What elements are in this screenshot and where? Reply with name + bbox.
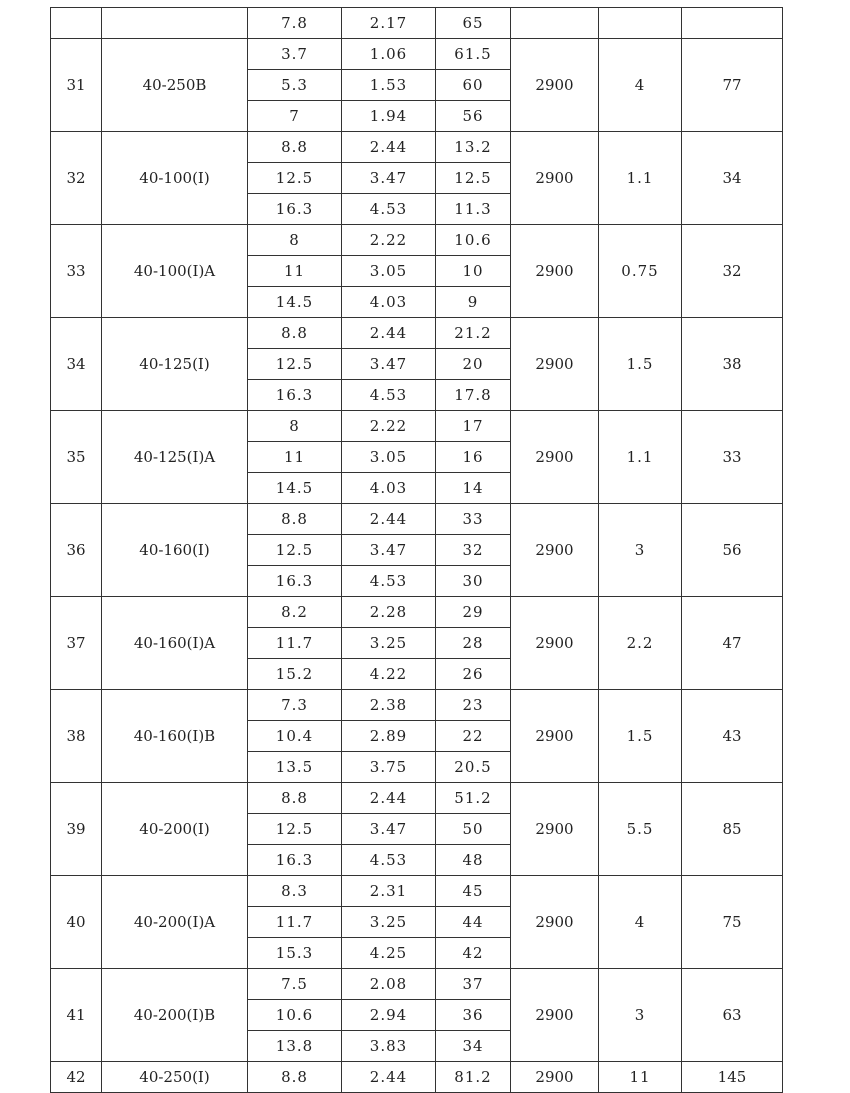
cell-head: 17.8 <box>436 380 511 411</box>
cell-flow-m3h: 8.8 <box>248 318 342 349</box>
cell-no: 32 <box>51 132 102 225</box>
cell-flow-ls: 3.05 <box>342 256 436 287</box>
cell-flow-m3h: 16.3 <box>248 194 342 225</box>
cell-head: 51.2 <box>436 783 511 814</box>
cell-model: 40-100(I) <box>102 132 248 225</box>
cell-head: 60 <box>436 70 511 101</box>
cell-power: 1.1 <box>599 132 682 225</box>
cell-flow-ls: 2.28 <box>342 597 436 628</box>
cell-flow-m3h: 16.3 <box>248 380 342 411</box>
cell-flow-ls: 3.25 <box>342 628 436 659</box>
cell-no: 39 <box>51 783 102 876</box>
cell-head: 10 <box>436 256 511 287</box>
table-row <box>51 876 783 907</box>
cell-weight: 38 <box>682 318 783 411</box>
cell-flow-m3h: 10.4 <box>248 721 342 752</box>
cell-flow-m3h: 16.3 <box>248 566 342 597</box>
table-row-partial <box>51 8 783 39</box>
cell-head: 21.2 <box>436 318 511 349</box>
cell-head: 10.6 <box>436 225 511 256</box>
cell-power: 2.2 <box>599 597 682 690</box>
cell-no: 33 <box>51 225 102 318</box>
cell-flow-ls: 3.83 <box>342 1031 436 1062</box>
cell-flow-ls: 3.47 <box>342 163 436 194</box>
cell-head: 45 <box>436 876 511 907</box>
table-row <box>51 225 783 256</box>
cell-flow-m3h: 8.8 <box>248 783 342 814</box>
cell-flow-m3h: 7 <box>248 101 342 132</box>
cell-head: 44 <box>436 907 511 938</box>
cell-flow-ls: 2.44 <box>342 318 436 349</box>
cell-flow-m3h: 8.2 <box>248 597 342 628</box>
cell-speed: 2900 <box>511 597 599 690</box>
cell-power: 1.5 <box>599 690 682 783</box>
cell-model: 40-250B <box>102 39 248 132</box>
cell-no: 40 <box>51 876 102 969</box>
cell-model: 40-200(I)B <box>102 969 248 1062</box>
cell-flow-m3h: 8 <box>248 225 342 256</box>
cell-flow-m3h: 7.3 <box>248 690 342 721</box>
cell-weight: 145 <box>682 1062 783 1093</box>
cell-no: 38 <box>51 690 102 783</box>
cell-power: 0.75 <box>599 225 682 318</box>
cell-no: 42 <box>51 1062 102 1093</box>
cell-head: 26 <box>436 659 511 690</box>
cell-speed: 2900 <box>511 225 599 318</box>
cell-head: 20 <box>436 349 511 380</box>
cell-model: 40-125(I) <box>102 318 248 411</box>
cell-flow-ls: 2.44 <box>342 504 436 535</box>
cell-head: 36 <box>436 1000 511 1031</box>
cell-flow-m3h: 3.7 <box>248 39 342 70</box>
cell-weight-empty <box>682 8 783 39</box>
cell-flow-ls: 2.22 <box>342 225 436 256</box>
cell-power-empty <box>599 8 682 39</box>
cell-flow-m3h: 5.3 <box>248 70 342 101</box>
cell-head: 29 <box>436 597 511 628</box>
cell-model: 40-160(I)B <box>102 690 248 783</box>
cell-flow-m3h: 7.5 <box>248 969 342 1000</box>
table-row <box>51 318 783 349</box>
cell-model: 40-200(I)A <box>102 876 248 969</box>
table-row <box>51 969 783 1000</box>
cell-power: 3 <box>599 504 682 597</box>
cell-flow-ls: 1.94 <box>342 101 436 132</box>
cell-speed: 2900 <box>511 504 599 597</box>
cell-weight: 63 <box>682 969 783 1062</box>
cell-flow-ls: 3.05 <box>342 442 436 473</box>
cell-flow-ls: 4.53 <box>342 566 436 597</box>
cell-head: 34 <box>436 1031 511 1062</box>
cell-flow-m3h: 7.8 <box>248 8 342 39</box>
cell-no: 35 <box>51 411 102 504</box>
cell-model: 40-100(I)A <box>102 225 248 318</box>
cell-flow-m3h: 8.8 <box>248 132 342 163</box>
cell-weight: 77 <box>682 39 783 132</box>
table-row <box>51 597 783 628</box>
cell-weight: 56 <box>682 504 783 597</box>
cell-head: 13.2 <box>436 132 511 163</box>
cell-head: 20.5 <box>436 752 511 783</box>
cell-head: 56 <box>436 101 511 132</box>
cell-power: 4 <box>599 39 682 132</box>
cell-no: 36 <box>51 504 102 597</box>
cell-flow-ls: 4.53 <box>342 380 436 411</box>
cell-model: 40-250(I) <box>102 1062 248 1093</box>
table-row <box>51 690 783 721</box>
cell-power: 4 <box>599 876 682 969</box>
cell-speed: 2900 <box>511 969 599 1062</box>
cell-flow-m3h: 11.7 <box>248 907 342 938</box>
cell-weight: 47 <box>682 597 783 690</box>
cell-flow-ls: 2.31 <box>342 876 436 907</box>
cell-head: 30 <box>436 566 511 597</box>
cell-flow-m3h: 15.3 <box>248 938 342 969</box>
cell-head: 37 <box>436 969 511 1000</box>
cell-power: 1.1 <box>599 411 682 504</box>
cell-flow-ls: 4.53 <box>342 194 436 225</box>
cell-flow-m3h: 8 <box>248 411 342 442</box>
cell-flow-ls: 2.44 <box>342 132 436 163</box>
cell-flow-ls: 3.47 <box>342 349 436 380</box>
cell-head: 50 <box>436 814 511 845</box>
cell-weight: 32 <box>682 225 783 318</box>
table-row <box>51 39 783 70</box>
cell-flow-ls: 3.75 <box>342 752 436 783</box>
cell-flow-ls: 2.38 <box>342 690 436 721</box>
cell-head: 65 <box>436 8 511 39</box>
cell-flow-ls: 4.22 <box>342 659 436 690</box>
cell-speed: 2900 <box>511 132 599 225</box>
cell-flow-ls: 3.47 <box>342 814 436 845</box>
cell-flow-m3h: 13.8 <box>248 1031 342 1062</box>
table-body-last <box>51 1062 783 1093</box>
cell-speed: 2900 <box>511 1062 599 1093</box>
table-row <box>51 132 783 163</box>
cell-head: 32 <box>436 535 511 566</box>
cell-flow-m3h: 11.7 <box>248 628 342 659</box>
cell-flow-m3h: 14.5 <box>248 287 342 318</box>
cell-flow-m3h: 14.5 <box>248 473 342 504</box>
cell-head: 28 <box>436 628 511 659</box>
cell-flow-ls: 3.25 <box>342 907 436 938</box>
cell-flow-ls: 2.44 <box>342 783 436 814</box>
cell-head: 11.3 <box>436 194 511 225</box>
cell-flow-ls: 2.89 <box>342 721 436 752</box>
cell-head: 33 <box>436 504 511 535</box>
cell-model: 40-125(I)A <box>102 411 248 504</box>
table-row <box>51 504 783 535</box>
cell-head: 12.5 <box>436 163 511 194</box>
cell-head: 48 <box>436 845 511 876</box>
cell-speed: 2900 <box>511 318 599 411</box>
table-row <box>51 783 783 814</box>
cell-head: 17 <box>436 411 511 442</box>
cell-weight: 34 <box>682 132 783 225</box>
cell-no: 31 <box>51 39 102 132</box>
cell-flow-m3h: 8.8 <box>248 1062 342 1093</box>
cell-power: 5.5 <box>599 783 682 876</box>
cell-flow-ls: 1.06 <box>342 39 436 70</box>
cell-head: 22 <box>436 721 511 752</box>
cell-power: 3 <box>599 969 682 1062</box>
cell-flow-ls: 2.94 <box>342 1000 436 1031</box>
cell-no: 41 <box>51 969 102 1062</box>
cell-speed: 2900 <box>511 876 599 969</box>
cell-power: 1.5 <box>599 318 682 411</box>
cell-model-empty <box>102 8 248 39</box>
cell-flow-m3h: 8.3 <box>248 876 342 907</box>
cell-weight: 43 <box>682 690 783 783</box>
cell-flow-m3h: 12.5 <box>248 163 342 194</box>
pump-spec-table <box>50 7 783 1093</box>
cell-flow-ls: 2.44 <box>342 1062 436 1093</box>
cell-weight: 75 <box>682 876 783 969</box>
cell-flow-m3h: 12.5 <box>248 535 342 566</box>
cell-model: 40-160(I) <box>102 504 248 597</box>
table-body <box>51 8 783 1062</box>
cell-speed: 2900 <box>511 690 599 783</box>
cell-speed: 2900 <box>511 411 599 504</box>
cell-power: 11 <box>599 1062 682 1093</box>
cell-flow-ls: 2.22 <box>342 411 436 442</box>
cell-speed-empty <box>511 8 599 39</box>
table-row <box>51 411 783 442</box>
cell-flow-m3h: 11 <box>248 256 342 287</box>
cell-no: 37 <box>51 597 102 690</box>
cell-flow-ls: 2.17 <box>342 8 436 39</box>
cell-flow-m3h: 16.3 <box>248 845 342 876</box>
cell-model: 40-200(I) <box>102 783 248 876</box>
table-row-last <box>51 1062 783 1093</box>
cell-weight: 33 <box>682 411 783 504</box>
cell-flow-m3h: 10.6 <box>248 1000 342 1031</box>
cell-flow-m3h: 12.5 <box>248 349 342 380</box>
cell-flow-m3h: 8.8 <box>248 504 342 535</box>
cell-head: 16 <box>436 442 511 473</box>
cell-flow-ls: 4.25 <box>342 938 436 969</box>
cell-flow-ls: 1.53 <box>342 70 436 101</box>
cell-head: 42 <box>436 938 511 969</box>
cell-flow-ls: 4.53 <box>342 845 436 876</box>
cell-head: 23 <box>436 690 511 721</box>
cell-flow-m3h: 11 <box>248 442 342 473</box>
cell-flow-m3h: 15.2 <box>248 659 342 690</box>
cell-no-empty <box>51 8 102 39</box>
cell-head: 14 <box>436 473 511 504</box>
cell-weight: 85 <box>682 783 783 876</box>
cell-head: 61.5 <box>436 39 511 70</box>
cell-model: 40-160(I)A <box>102 597 248 690</box>
cell-head: 81.2 <box>436 1062 511 1093</box>
cell-no: 34 <box>51 318 102 411</box>
cell-flow-ls: 4.03 <box>342 287 436 318</box>
cell-speed: 2900 <box>511 39 599 132</box>
cell-flow-ls: 3.47 <box>342 535 436 566</box>
cell-flow-ls: 4.03 <box>342 473 436 504</box>
cell-flow-ls: 2.08 <box>342 969 436 1000</box>
cell-head: 9 <box>436 287 511 318</box>
cell-speed: 2900 <box>511 783 599 876</box>
cell-flow-m3h: 13.5 <box>248 752 342 783</box>
cell-flow-m3h: 12.5 <box>248 814 342 845</box>
